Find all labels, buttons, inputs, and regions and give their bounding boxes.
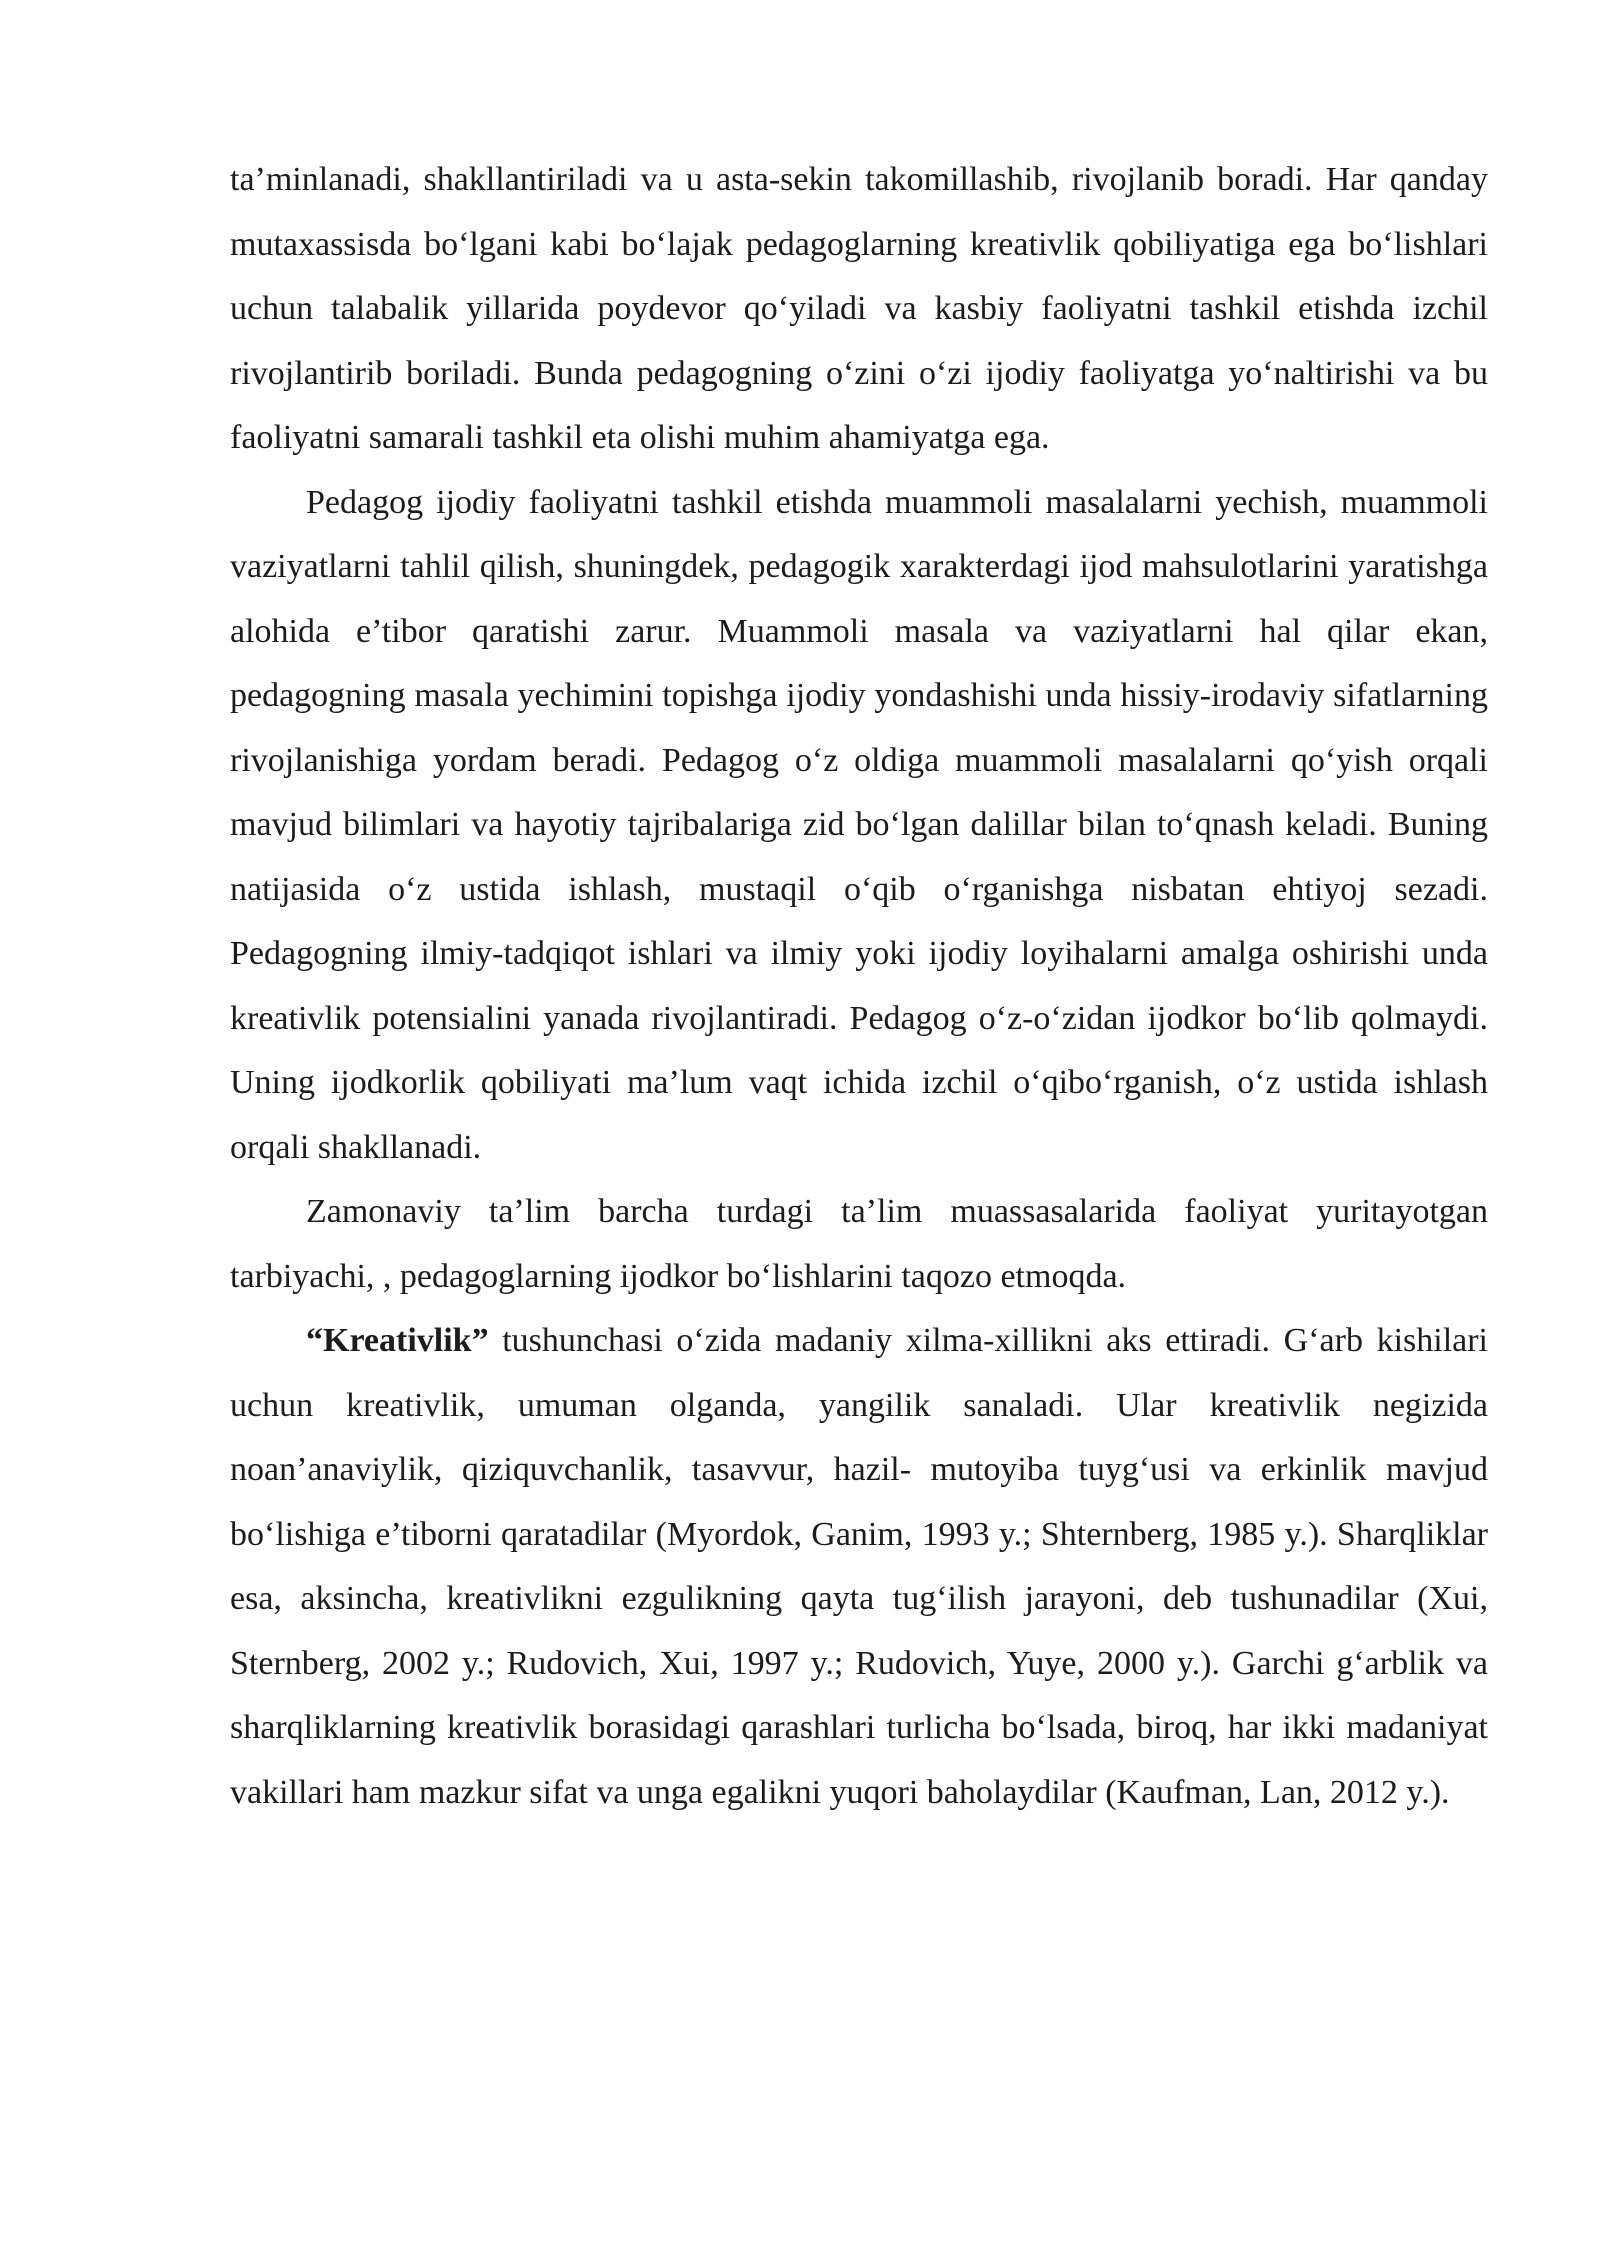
paragraph-4-text: tushunchasi o‘zida madaniy xilma-xillikni aks ettiradi. G‘arb kishilari uchun kreativlik, umuman olganda, yangilik sanaladi. Ular kreativlik negizida noan’anaviylik, qiziquvchanlik, tasavvur, hazil- mutoyiba tuyg‘usi va erkinlik mavjud bo‘lishiga e’tiborni qaratadilar (Myordok, Ganim, 1993 y.; Shternberg, 1985 y.). Sharqliklar esa, aksincha, kreativlikni ezgulikning qayta tug‘ilish jarayoni, deb tushunadilar (Xui, Sternberg, 2002 y.; Rudovich, Xui, 1997 y.; Rudovich, Yuye, 2000 y.). Garchi g‘arblik va sharqliklarning kreativlik borasidagi qarashlari turlicha bo‘lsada, biroq, har ikki madaniyat vakillari ham mazkur sifat va unga egalikni yuqori baholaydilar (Kaufman, Lan, 2012 y.). — [230, 1322, 1488, 1811]
paragraph-2: Pedagog ijodiy faoliyatni tashkil etishda muammoli masalalarni yechish, muammoli vaziyatlarni tahlil qilish, shuningdek, pedagogik xarakterdagi ijod mahsulotlarini yaratishga alohida e’tibor qaratishi zarur. Muammoli masala va vaziyatlarni hal qilar ekan, pedagogning masala yechimini topishga ijodiy yondashishi unda hissiy-irodaviy sifatlarning rivojlanishiga yordam beradi. Pedagog o‘z oldiga muammoli masalalarni qo‘yish orqali mavjud bilimlari va hayotiy tajribalariga zid bo‘lgan dalillar bilan to‘qnash keladi. Buning natijasida o‘z ustida ishlash, mustaqil o‘qib o‘rganishga nisbatan ehtiyoj sezadi. Pedagogning ilmiy-tadqiqot ishlari va ilmiy yoki ijodiy loyihalarni amalga oshirishi unda kreativlik potensialini yanada rivojlantiradi. Pedagog o‘z-o‘zidan ijodkor bo‘lib qolmaydi. Uning ijodkorlik qobiliyati ma’lum vaqt ichida izchil o‘qibo‘rganish, o‘z ustida ishlash orqali shakllanadi. — [230, 483, 1488, 1166]
paragraph-4 — [230, 1309, 1488, 1825]
paragraph-1: ta’minlanadi, shakllantiriladi va u asta-sekin takomillashib, rivojlanib boradi. Har qanday mutaxassisda bo‘lgani kabi bo‘lajak pedagoglarning kreativlik qobiliyatiga ega bo‘lishlari uchun talabalik yillarida poydevor qo‘yiladi va kasbiy faoliyatni tashkil etishda izchil rivojlantirib boriladi. Bunda pedagogning o‘zini o‘zi ijodiy faoliyatga yo‘naltirishi va bu faoliyatni samarali tashkil eta olishi muhim ahamiyatga ega. — [230, 161, 1488, 456]
term-kreativlik: “Kreativlik” — [306, 1322, 489, 1359]
document-body — [230, 148, 1488, 1825]
paragraph-3: Zamonaviy ta’lim barcha turdagi ta’lim muassasalarida faoliyat yuritayotgan tarbiyachi, , pedagoglarning ijodkor bo‘lishlarini taqozo etmoqda. — [230, 1193, 1488, 1295]
